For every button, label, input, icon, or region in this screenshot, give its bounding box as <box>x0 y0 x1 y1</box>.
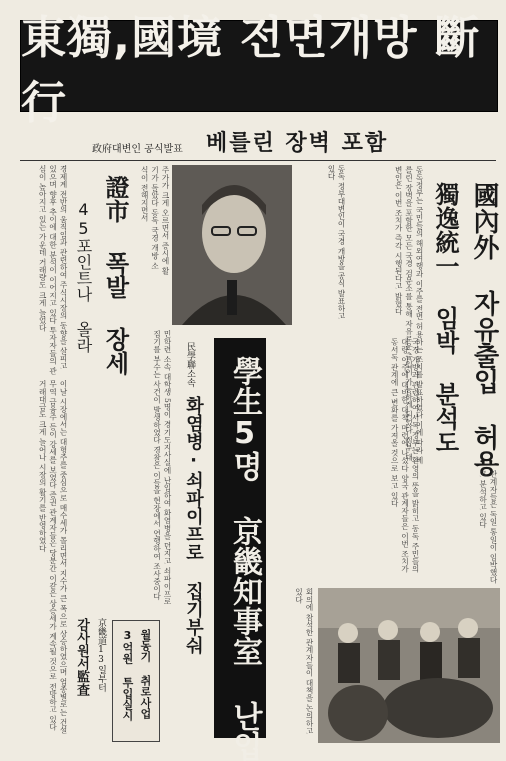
article-text-left-top: 경제계 전반의 움직임과 관련하여 주식시장의 동향을 살피고 있으며 향후 추이에 대한 분석이 이어지고 있다 투자자들의 관심이 높아지고 있는 가운데 거래량도 크게 늘었다 <box>38 165 68 375</box>
divider <box>20 160 496 161</box>
side-box-line1: 월동기 취로사업 <box>139 629 152 719</box>
main-headline: 東獨,國境 전면개방 斷行 <box>21 11 481 129</box>
audit-headline: 감사원서監査 <box>74 618 89 696</box>
headline-banner <box>20 11 498 129</box>
right-headline-1: 國內外 자유출입 허용 <box>469 182 499 476</box>
photo-caption: 동독 정부대변인이 국경 개방을 공식 발표하고 있다 <box>327 165 346 320</box>
subhead-prefix: 政府대변인 공식발표 <box>92 144 183 155</box>
stock-headline: 證市 폭발 장세 <box>101 175 129 375</box>
students-subline: 화염병·쇠파이프로 집기부숴 <box>183 396 204 654</box>
stock-subline: 45포인트나 올라 <box>74 200 93 353</box>
side-box <box>112 620 160 742</box>
official-photo <box>172 165 292 325</box>
article-text-middle-bottom: 회의에 참석한 관계자들이 대책을 논의하고 있다 <box>294 588 314 735</box>
audit-tag: 京畿道13일부터 <box>96 618 106 692</box>
students-headline-box <box>214 338 266 761</box>
article-text-right-small: 관계자들은 독일 통일이 임박했다고 분석하고 있다 <box>478 470 498 584</box>
meeting-photo <box>318 588 500 743</box>
subhead-title: 베를린 장벽 포함 <box>206 131 389 156</box>
article-text-right: 동독정부는 국민들의 해외여행과 이주를 전면 허용하는 조치를 발표하였다 이에 따라 베를린 장벽을 포함한 모든 국경 검문소를 통해 자유로운 출입이 가능하게 되었다 정부 대변인은 이번 조치가 즉각 시행된다고 밝혔다 <box>394 166 424 464</box>
article-text-middle: 국경 개방과 관련하여 서독 정부는 환영의 뜻을 밝히고 동독 주민들의 대량 이주에 대비한 대책 마련에 나섰다 양국 관계자들은 이번 조치가 동서독 관계에 큰 변화를 가져올 것으로 보고 있다 <box>390 338 420 573</box>
article-text-students: 민학련 소속 대학생 5명이 경기도지사실에 난입하여 화염병을 던지고 쇠파이프로 집기를 부수는 사건이 발생하였다 경찰은 이들을 현장에서 연행하여 조사중이다 <box>152 330 172 605</box>
side-box-line2: 3억원 투입실시 <box>121 629 134 721</box>
article-text-left-bottom: 이날 시장에서는 대형주를 중심으로 매수세가 몰리면서 지수가 큰 폭으로 상승하였으며 업종별로는 건설 무역 금융주 등이 강세를 보였다 증권 관계자들은 당분간 이같은 상승세가 계속될 것으로 전망하고 있다 거래대금도 크게 늘어나 시장의 활기를 반영하였다 <box>38 380 68 734</box>
article-text-stock: 주가가 크게 오르면서 증시에 활기가 돌았다 동독 국경 개방 소식이 전해지면서 <box>140 166 170 275</box>
students-tag: 民學聯소속 <box>185 342 195 387</box>
students-headline: 學生5명 京畿知事室 난입 <box>227 356 262 761</box>
right-headline-2: 獨逸統一 임박 분석도 <box>431 182 459 454</box>
